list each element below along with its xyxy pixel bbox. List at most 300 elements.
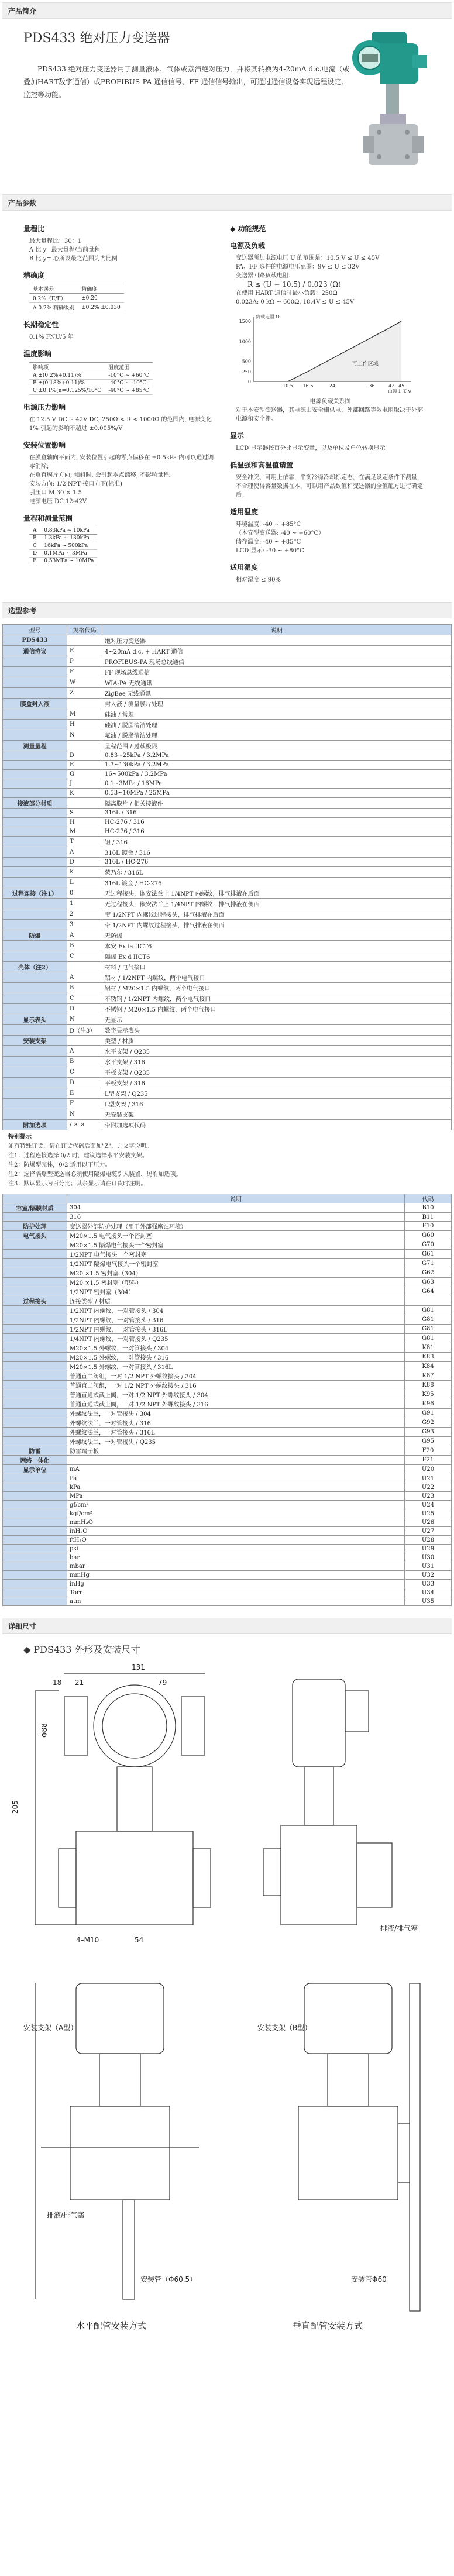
display-title: 显示 xyxy=(230,432,245,440)
selection-row xyxy=(3,909,452,920)
accessory-row xyxy=(3,1527,452,1536)
selection-row xyxy=(3,677,452,688)
y-tick-label: 0 xyxy=(247,379,251,384)
dim-18: 18 xyxy=(53,1679,62,1687)
vent-label-right: 排液/排气塞 xyxy=(380,1924,418,1932)
selection-desc: 量程范围 / 过载极限 xyxy=(102,741,452,751)
selection-code: A xyxy=(67,930,102,941)
dim-21: 21 xyxy=(75,1679,84,1687)
cell: C xyxy=(29,542,40,550)
selection-row xyxy=(3,656,452,667)
selection-row xyxy=(3,941,452,951)
accessory-desc: bar xyxy=(67,1553,405,1562)
cell: 1.3kPa ~ 130kPa xyxy=(40,535,97,542)
selection-row xyxy=(3,1014,452,1025)
cell: 16kPa ~ 500kPa xyxy=(40,542,97,550)
selection-code: F xyxy=(67,667,102,677)
selection-code: 3 xyxy=(67,920,102,930)
accessory-category xyxy=(3,1362,67,1371)
params-left xyxy=(23,216,230,584)
col-header: 规格代码 xyxy=(67,625,102,635)
selection-category xyxy=(3,1099,67,1109)
range-limit-title: 量程和测量范围 xyxy=(23,514,73,522)
ambient-line: 环境温度: -40 ~ +85°C xyxy=(236,521,301,528)
bracket-b-label: 安装支架（B型） xyxy=(257,2024,312,2032)
selection-desc: 无安装支架 xyxy=(102,1109,452,1120)
accessory-desc: psi xyxy=(67,1545,405,1553)
accessory-code: G63 xyxy=(405,1278,452,1287)
selection-row xyxy=(3,972,452,983)
accessory-code: K95 xyxy=(405,1390,452,1399)
accuracy-title: 精确度 xyxy=(23,271,45,280)
selection-category xyxy=(3,1109,67,1120)
accessory-desc: atm xyxy=(67,1597,405,1606)
selection-category: 安装支架 xyxy=(3,1036,67,1046)
accessory-category xyxy=(3,1250,67,1259)
load-line: 变送器回路负载电阻： xyxy=(236,273,294,279)
selection-desc: 平板支架 / 316 xyxy=(102,1078,452,1088)
accessory-code: U35 xyxy=(405,1597,452,1606)
dimension-drawings xyxy=(0,1656,454,2346)
supply-title: 电源压力影响 xyxy=(23,403,66,411)
selection-category xyxy=(3,1067,67,1078)
accessory-row xyxy=(3,1580,452,1588)
accessory-desc: 304 xyxy=(67,1203,405,1213)
accessory-row xyxy=(3,1203,452,1213)
selection-code: A xyxy=(67,972,102,983)
selection-category xyxy=(3,899,67,909)
accessory-code: G81 xyxy=(405,1315,452,1325)
vent-label: 排液/排气塞 xyxy=(47,2211,85,2219)
cell: A 0.2% 精确级别 xyxy=(29,303,78,312)
load-formula: R ≤ (U − 10.5) / 0.023 (Ω) xyxy=(247,280,341,288)
section-intro-header: 产品简介 xyxy=(2,2,452,19)
accessory-code: U33 xyxy=(405,1580,452,1588)
selection-desc: 材料 / 电气接口 xyxy=(102,962,452,972)
accessory-desc: mmHg xyxy=(67,1571,405,1580)
selection-category: 显示表头 xyxy=(3,1014,67,1025)
selection-code: K xyxy=(67,867,102,878)
selection-row xyxy=(3,1025,452,1036)
accessory-desc: 1/4NPT 内螺纹，一对管接头 / Q235 xyxy=(67,1334,405,1343)
product-title: PDS433 绝对压力变送器 xyxy=(23,31,170,46)
note-line: 注2：选择隔爆型变送器必须使用隔爆电缆引入装置，见附加选项。 xyxy=(8,1171,182,1178)
section-params-header: 产品参数 xyxy=(2,194,452,211)
accessory-desc xyxy=(67,1456,405,1465)
accessory-category xyxy=(3,1259,67,1268)
accessory-row xyxy=(3,1465,452,1474)
selection-row xyxy=(3,920,452,930)
params-section xyxy=(0,211,454,590)
cell: E xyxy=(29,558,40,565)
accessory-category xyxy=(3,1213,67,1222)
accessory-desc: 外螺纹法兰，一对管接头 / 304 xyxy=(67,1409,405,1418)
accessory-row xyxy=(3,1474,452,1483)
accessory-category: 容室/隔膜材质 xyxy=(3,1203,67,1213)
accessory-desc: inH₂O xyxy=(67,1527,405,1536)
accessory-desc: mA xyxy=(67,1465,405,1474)
selection-row xyxy=(3,878,452,888)
selection-desc: 隔离膜片 / 相关接液件 xyxy=(102,798,452,809)
accessory-desc: 普通直二阀组，一对 1/2 NPT 外螺纹接头 / 304 xyxy=(67,1371,405,1381)
x-tick-label: 42 xyxy=(388,383,395,388)
selection-desc: 氟油 / 脱脂清洁处理 xyxy=(102,730,452,741)
accessory-category xyxy=(3,1325,67,1334)
diamond-icon: ◆ xyxy=(23,1644,31,1655)
accessory-desc: M20×1.5 外螺纹，一对管接头 / 304 xyxy=(67,1343,405,1353)
accessory-desc: 防雷端子板 xyxy=(67,1446,405,1456)
selection-category xyxy=(3,941,67,951)
selection-desc: L型支架 / 316 xyxy=(102,1099,452,1109)
cell: 0.83kPa ~ 10kPa xyxy=(40,527,97,535)
accessory-row xyxy=(3,1315,452,1325)
accessory-category: 过程接头 xyxy=(3,1296,67,1306)
selection-desc: HC-276 / 316 xyxy=(102,818,452,827)
selection-code: N xyxy=(67,1014,102,1025)
front-view xyxy=(35,1673,211,1925)
selection-code: 2 xyxy=(67,909,102,920)
selection-category xyxy=(3,677,67,688)
selection-desc: 不锈钢 / 1/2NPT 内螺纹，两个电气接口 xyxy=(102,993,452,1004)
dim-205: 205 xyxy=(11,1800,19,1814)
accessory-code: G70 xyxy=(405,1240,452,1250)
accessory-row xyxy=(3,1571,452,1580)
selection-code xyxy=(67,962,102,972)
load-line: 在使用 HART 通信时最小负载：250Ω xyxy=(236,290,338,297)
accessory-row xyxy=(3,1240,452,1250)
accessory-category xyxy=(3,1315,67,1325)
selection-row xyxy=(3,1109,452,1120)
cell: B xyxy=(29,535,40,542)
cell: -10°C ~ +60°C xyxy=(105,372,153,380)
selection-category: 接液部分材质 xyxy=(3,798,67,809)
accessory-code: U25 xyxy=(405,1509,452,1518)
accessory-code: U20 xyxy=(405,1465,452,1474)
selection-row xyxy=(3,951,452,962)
accessory-row xyxy=(3,1306,452,1315)
range-limit-table xyxy=(29,527,97,565)
accessory-category xyxy=(3,1597,67,1606)
selection-row xyxy=(3,930,452,941)
accessory-row xyxy=(3,1483,452,1492)
selection-row xyxy=(3,1078,452,1088)
x-tick-label: 36 xyxy=(369,383,375,388)
func-title-text: 功能规范 xyxy=(238,225,266,233)
accessory-row xyxy=(3,1446,452,1456)
selection-desc: 钽 / 316 xyxy=(102,837,452,847)
accessory-row xyxy=(3,1296,452,1306)
selection-category xyxy=(3,809,67,818)
selection-row xyxy=(3,789,452,798)
accessory-category: 电气接头 xyxy=(3,1231,67,1240)
transmitter-image xyxy=(345,32,433,184)
accessory-desc: kPa xyxy=(67,1483,405,1492)
low-temp-line: 安全冲突、可用上依靠，平衡冷稳冷却标定态，在满足设定条件下测量，不合理使得容量数据在本，可以用产品数值和变送器的全值配方进行确定后。 xyxy=(236,474,423,498)
x-tick-label: 24 xyxy=(329,383,336,388)
selection-code: B xyxy=(67,941,102,951)
accessory-desc: Torr xyxy=(67,1588,405,1597)
section-selection-header: 选型参考 xyxy=(2,602,452,618)
selection-row xyxy=(3,837,452,847)
accessory-category xyxy=(3,1240,67,1250)
selection-desc: 316L / 316 xyxy=(102,809,452,818)
stability-title: 长期稳定性 xyxy=(23,321,59,329)
load-chart xyxy=(230,311,423,393)
pipe-label: 安装管（Φ60.5） xyxy=(140,2275,197,2283)
selection-code: C xyxy=(67,951,102,962)
note-line: 注2：防爆型壳体，0/2 适用以下压力。 xyxy=(8,1162,111,1168)
selection-code: A xyxy=(67,1046,102,1057)
selection-category xyxy=(3,1046,67,1057)
selection-category xyxy=(3,1025,67,1036)
accessory-code: K96 xyxy=(405,1399,452,1409)
selection-row xyxy=(3,1004,452,1014)
selection-desc: 无过程接头，嵌安法兰上 1/4NPT 内螺纹，排气排液在侧面 xyxy=(102,899,452,909)
selection-code: 0 xyxy=(67,888,102,899)
accessory-desc: M20×1.5 外螺纹，一对管接头 / 316L xyxy=(67,1362,405,1371)
accessory-row xyxy=(3,1518,452,1527)
cell: D xyxy=(29,550,40,558)
accessory-category: 网络一体化 xyxy=(3,1456,67,1465)
selection-category: 防爆 xyxy=(3,930,67,941)
accessory-category xyxy=(3,1353,67,1362)
selection-row xyxy=(3,709,452,720)
accessory-desc: inHg xyxy=(67,1580,405,1588)
accessory-code: G81 xyxy=(405,1325,452,1334)
x-tick-label: 16.6 xyxy=(302,383,314,388)
note-line: 注3：默认显示为百分比；其余显示请在订货时注明。 xyxy=(8,1181,147,1187)
display-line: LCD 显示器按百分比显示变量，以及单位及单位转换显示。 xyxy=(236,445,391,452)
selection-row xyxy=(3,1120,452,1130)
note-line: 如有特殊订货，请在订货代码后面加"Z"，并文字说明。 xyxy=(8,1143,153,1150)
cell: 0.1MPa ~ 3MPa xyxy=(40,550,97,558)
selection-row xyxy=(3,1067,452,1078)
accessory-code: U22 xyxy=(405,1483,452,1492)
selection-desc: 316L 镀金 / 316 xyxy=(102,847,452,858)
accessory-code: U34 xyxy=(405,1588,452,1597)
selection-desc: WIA-PA 无线通讯 xyxy=(102,677,452,688)
selection-row xyxy=(3,730,452,741)
accessory-row xyxy=(3,1501,452,1509)
accessory-code: K88 xyxy=(405,1381,452,1390)
accessory-code: K84 xyxy=(405,1362,452,1371)
selection-row xyxy=(3,770,452,779)
selection-row xyxy=(3,847,452,858)
install-title: 安装位置影响 xyxy=(23,441,66,449)
selection-category xyxy=(3,720,67,730)
accessory-category: 显示单位 xyxy=(3,1465,67,1474)
accessory-row xyxy=(3,1399,452,1409)
y-tick-label: 500 xyxy=(242,359,251,364)
selection-desc: 不锈钢 / M20×1.5 内螺纹，两个电气接口 xyxy=(102,1004,452,1014)
accessory-row xyxy=(3,1259,452,1268)
cell: ±0.20 xyxy=(78,294,124,303)
accessory-row xyxy=(3,1428,452,1437)
vertical-caption: 垂直配管安装方式 xyxy=(293,2320,363,2331)
accessory-desc: 1/2NPT 内螺纹，一对管接头 / 316L xyxy=(67,1325,405,1334)
selection-desc: L型支架 / Q235 xyxy=(102,1088,452,1099)
selection-desc: ZigBee 无线通讯 xyxy=(102,688,452,699)
selection-category xyxy=(3,1057,67,1067)
selection-code: T xyxy=(67,837,102,847)
accessory-row xyxy=(3,1343,452,1353)
accessory-code: U32 xyxy=(405,1571,452,1580)
accessory-desc: gf/cm² xyxy=(67,1501,405,1509)
accessory-row xyxy=(3,1418,452,1428)
selection-desc: 0.83~25kPa / 3.2MPa xyxy=(102,751,452,761)
selection-category xyxy=(3,1078,67,1088)
selection-category: 附加选项 xyxy=(3,1120,67,1130)
selection-code: / × × xyxy=(67,1120,102,1130)
selection-code: F xyxy=(67,1099,102,1109)
humidity-line: 相对湿度 ≤ 90% xyxy=(236,577,281,583)
selection-code: K xyxy=(67,789,102,798)
accessory-row xyxy=(3,1536,452,1545)
selection-category xyxy=(3,993,67,1004)
selection-desc: 4~20mA d.c. + HART 通信 xyxy=(102,646,452,656)
dims-title xyxy=(0,1634,454,1656)
selection-row xyxy=(3,1036,452,1046)
accessory-code: U30 xyxy=(405,1553,452,1562)
selection-desc: 无显示 xyxy=(102,1014,452,1025)
accessory-code: U29 xyxy=(405,1545,452,1553)
selection-code: S xyxy=(67,809,102,818)
cell: 0.53MPa ~ 10MPa xyxy=(40,558,97,565)
accessory-desc: 316 xyxy=(67,1213,405,1222)
accessory-category xyxy=(3,1334,67,1343)
accessory-code: U31 xyxy=(405,1562,452,1571)
selection-desc: 1.3~130kPa / 3.2MPa xyxy=(102,761,452,770)
accessory-desc: ftH₂O xyxy=(67,1536,405,1545)
accessory-desc: M20×1.5 电气接头一个密封塞 xyxy=(67,1231,405,1240)
accessory-desc: 1/2NPT 密封塞（304） xyxy=(67,1287,405,1296)
cell: -40°C ~ +85°C xyxy=(105,387,153,395)
range-line: A 比 y=最大量程/当前量程 xyxy=(29,247,100,253)
accessory-category xyxy=(3,1278,67,1287)
selection-category xyxy=(3,709,67,720)
selection-code xyxy=(67,741,102,751)
selection-category xyxy=(3,751,67,761)
selection-desc: PROFIBUS-PA 现场总线通信 xyxy=(102,656,452,667)
accessory-desc: 1/2NPT 电气接头一个密封塞 xyxy=(67,1250,405,1259)
accessory-category: 防护处理 xyxy=(3,1222,67,1231)
accessory-row xyxy=(3,1231,452,1240)
accessory-category xyxy=(3,1536,67,1545)
install-line: 安装方向: 1/2 NPT 接口向下(标准) xyxy=(29,481,122,487)
selection-code: H xyxy=(67,818,102,827)
accessory-category xyxy=(3,1509,67,1518)
dim-54: 54 xyxy=(135,1936,144,1944)
accessory-code: U24 xyxy=(405,1501,452,1509)
selection-desc: 类型 / 材质 xyxy=(102,1036,452,1046)
selection-category xyxy=(3,688,67,699)
accessory-category xyxy=(3,1571,67,1580)
selection-code: E xyxy=(67,1088,102,1099)
selection-row xyxy=(3,899,452,909)
col-header: 型号 xyxy=(3,625,67,635)
accessory-desc: M20×1.5 外螺纹，一对管接头 / 316 xyxy=(67,1353,405,1362)
cell: A ±(0.2%+0.11)% xyxy=(29,372,105,380)
supply-line: 在 12.5 V DC ~ 42V DC, 250Ω < R < 1000Ω 的范围内, 电源变化 1% 引起的影响不超过 ±0.005%/V xyxy=(29,417,212,432)
selection-row xyxy=(3,858,452,867)
vertical-mount-drawing xyxy=(298,1983,420,2311)
accessory-category xyxy=(3,1428,67,1437)
accessory-category xyxy=(3,1580,67,1588)
accessory-desc: kgf/cm² xyxy=(67,1509,405,1518)
selection-code: L xyxy=(67,878,102,888)
humidity-title: 适用湿度 xyxy=(230,563,259,572)
accessory-row xyxy=(3,1287,452,1296)
selection-code: D xyxy=(67,751,102,761)
range-line: 最大量程比：30：1 xyxy=(29,238,82,245)
accessory-code: F10 xyxy=(405,1222,452,1231)
selection-desc: 无过程接头，嵌安法兰上 1/4NPT 内螺纹，排气排液在后面 xyxy=(102,888,452,899)
selection-code: J xyxy=(67,779,102,789)
accessory-desc: 1/2NPT 内螺纹，一对管接头 / 304 xyxy=(67,1306,405,1315)
selection-code: P xyxy=(67,656,102,667)
accessory-row xyxy=(3,1437,452,1446)
accessory-code: G61 xyxy=(405,1250,452,1259)
note-line: 注1：过程连接选择 0/2 时，建议选择水平安装支架。 xyxy=(8,1153,148,1159)
accessory-row xyxy=(3,1553,452,1562)
accessory-category xyxy=(3,1268,67,1278)
accessory-category xyxy=(3,1381,67,1390)
selection-category xyxy=(3,920,67,930)
accessory-row xyxy=(3,1588,452,1597)
cell: 影响项 xyxy=(29,363,105,372)
selection-category xyxy=(3,1004,67,1014)
accessory-desc: 普通直通式截止阀，一对 1/2 NPT 外螺纹接头 / 304 xyxy=(67,1390,405,1399)
dims-title-text: PDS433 外形及安装尺寸 xyxy=(33,1644,140,1655)
accessory-row xyxy=(3,1213,452,1222)
accessory-category xyxy=(3,1474,67,1483)
accessory-code: F20 xyxy=(405,1446,452,1456)
accessory-desc: 变送器外部防护处理（用于外部强腐蚀环境） xyxy=(67,1222,405,1231)
accessory-category xyxy=(3,1492,67,1501)
selection-row xyxy=(3,818,452,827)
selection-code xyxy=(67,798,102,809)
selection-code: G xyxy=(67,770,102,779)
selection-category xyxy=(3,837,67,847)
selection-category xyxy=(3,867,67,878)
chart-note: 对于本安型变送器，其电源由安全栅供电，外部回路等效电阻取决于外部电源和安全栅。 xyxy=(236,407,423,422)
accessory-code: F21 xyxy=(405,1456,452,1465)
accessory-category xyxy=(3,1501,67,1509)
accessory-category xyxy=(3,1390,67,1399)
params-right xyxy=(230,216,436,584)
selection-row xyxy=(3,962,452,972)
accessory-category: 防雷 xyxy=(3,1446,67,1456)
accessory-desc: 普通直二阀组，一对 1/2 NPT 外螺纹接头 / 316 xyxy=(67,1381,405,1390)
selection-code: B xyxy=(67,983,102,993)
accessory-code: K87 xyxy=(405,1371,452,1381)
selection-desc: 硅油 / 常规 xyxy=(102,709,452,720)
accessory-category xyxy=(3,1437,67,1446)
accessory-row xyxy=(3,1278,452,1287)
temp-table xyxy=(29,362,153,395)
cell: 0.2%（E/F） xyxy=(29,294,78,303)
accessory-code: G60 xyxy=(405,1231,452,1240)
accessory-category xyxy=(3,1527,67,1536)
selection-category xyxy=(3,858,67,867)
notes-title: 特别提示 xyxy=(8,1134,32,1140)
selection-desc: 16~500kPa / 3.2MPa xyxy=(102,770,452,779)
selection-desc: 平板支架 / Q235 xyxy=(102,1067,452,1078)
x-tick-label: 10.5 xyxy=(283,383,293,388)
accessory-desc: 1/2NPT 内螺纹，一对管接头 / 316 xyxy=(67,1315,405,1325)
y-tick-label: 250 xyxy=(242,369,251,374)
selection-category xyxy=(3,730,67,741)
